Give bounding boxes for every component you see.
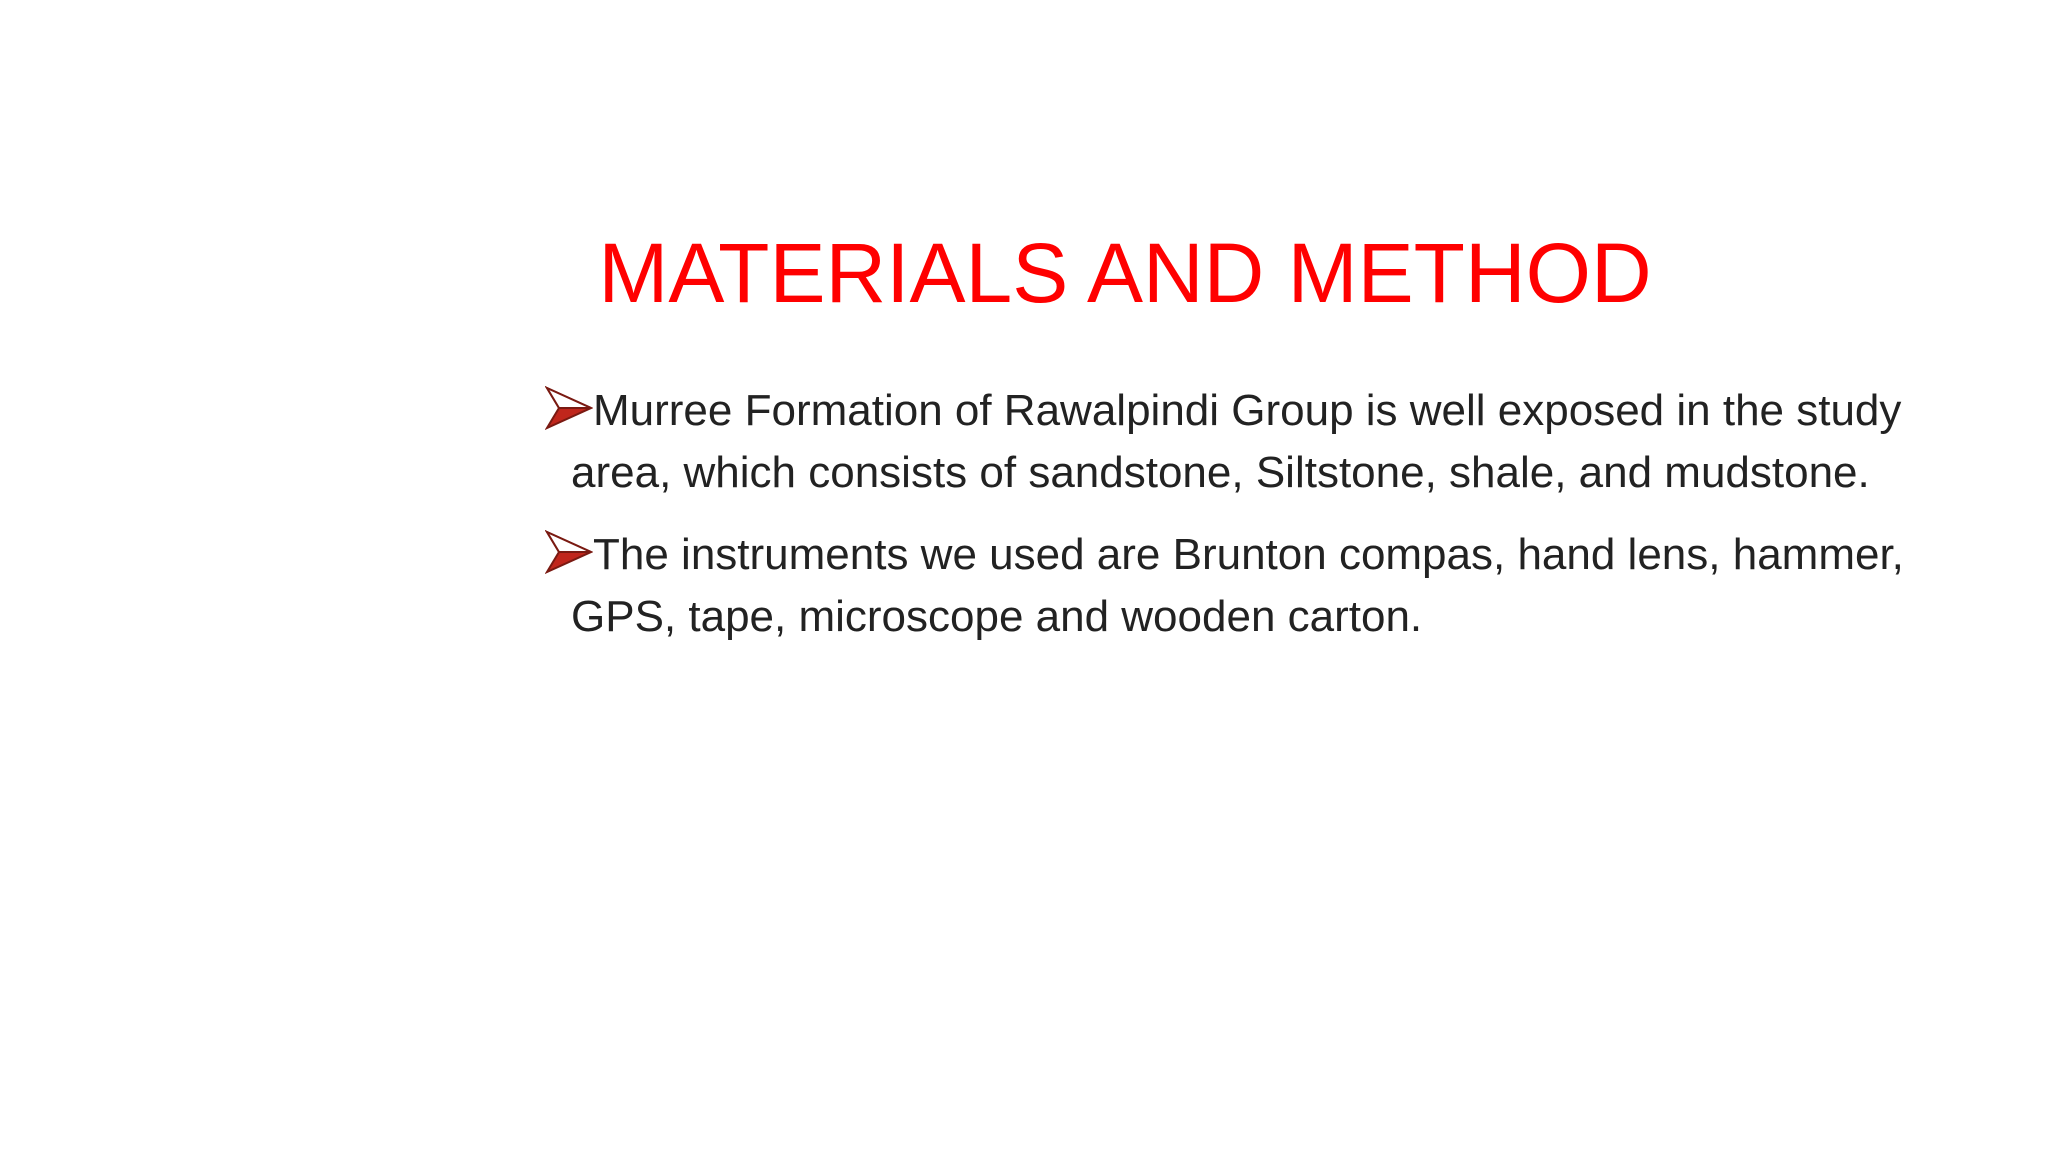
slide-title: MATERIALS AND METHOD <box>598 226 1652 320</box>
bullet-text: The instruments we used are Brunton compas, hand lens, hammer, GPS, tape, microscope and wooden carton. <box>571 530 1904 641</box>
bullet-item <box>545 524 1915 648</box>
arrowhead-bullet-icon <box>545 384 593 432</box>
bullet-list <box>545 380 1915 668</box>
bullet-item <box>545 380 1915 504</box>
arrowhead-bullet-icon <box>545 528 593 576</box>
bullet-text: Murree Formation of Rawalpindi Group is well exposed in the study area, which consists of sandstone, Siltstone, shale, and mudstone. <box>571 386 1902 497</box>
